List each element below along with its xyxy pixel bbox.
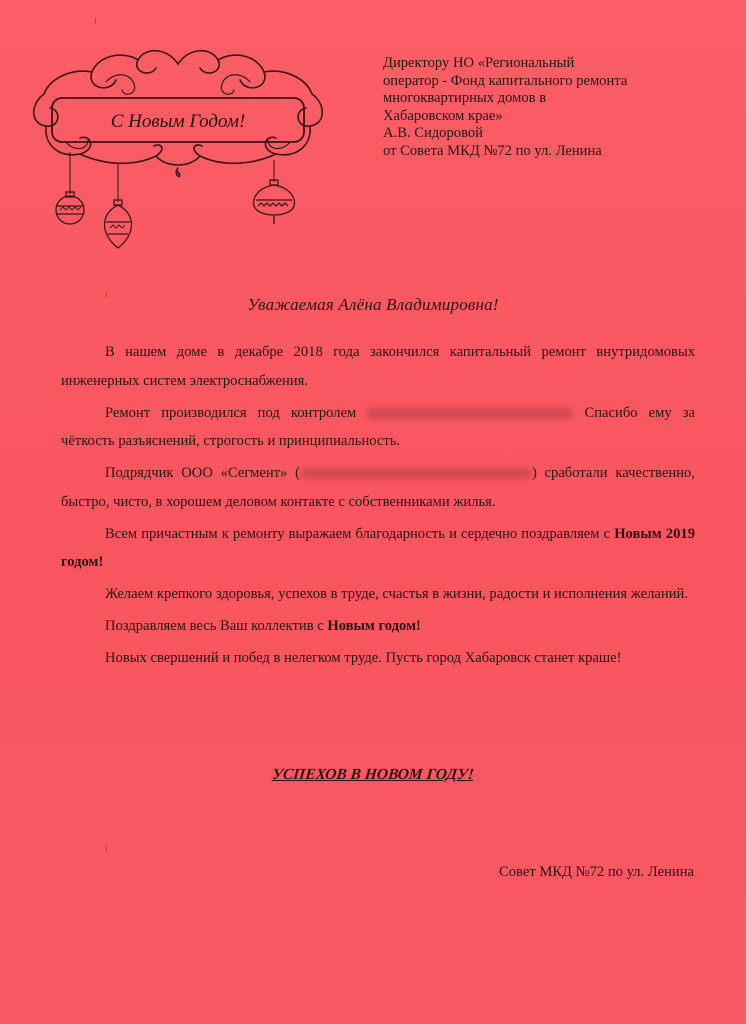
paragraph-bold: Новым 2019 годом! (61, 525, 695, 570)
address-line: от Совета МКД №72 по ул. Ленина (383, 142, 602, 159)
closing-line: УСПЕХОВ В НОВОМ ГОДУ! (271, 766, 475, 783)
paragraph (61, 520, 695, 577)
letter-body (61, 338, 695, 676)
address-line: многоквартирных домов в (383, 90, 547, 107)
paragraph-text: Подрядчик ООО «Сегмент» ( (105, 465, 300, 481)
redacted-contacts (300, 468, 532, 479)
address-line: оператор - Фонд капитального ремонта (383, 72, 628, 89)
paragraph: Желаем крепкого здоровья, успехов в труде, счастья в жизни, радости и исполнения желаний. (105, 586, 688, 602)
scan-mark (106, 292, 107, 298)
scan-mark (106, 846, 107, 852)
address-line: Директору НО «Региональный (383, 55, 575, 71)
paragraph (61, 459, 695, 516)
paragraph-text: Поздравляем весь Ваш коллектив с (105, 618, 324, 634)
redacted-name (367, 408, 573, 419)
banner-text: С Новым Годом! (110, 111, 246, 132)
new-year-ornament (26, 42, 330, 254)
signature: Совет МКД №72 по ул. Ленина (499, 864, 694, 880)
bauble-icon (105, 200, 132, 248)
bauble-icon (56, 192, 84, 224)
address-line: А.В. Сидоровой (383, 125, 483, 142)
paragraph-text: Ремонт производился под контролем (105, 404, 357, 421)
paragraph: В нашем доме в декабре 2018 года закончился капитальный ремонт внутридомовых инженерных систем электроснабжения. (61, 344, 695, 389)
paragraph: Новых свершений и побед в нелегком труде. Пусть город Хабаровск станет краше! (105, 650, 622, 666)
recipient-address (383, 55, 713, 161)
address-line: Хабаровском крае» (383, 107, 503, 124)
scan-mark (95, 18, 96, 24)
paragraph-text: ) сработали качественно, быстро, чисто, в хорошем деловом контакте с собственниками жилья. (61, 465, 695, 510)
salutation: Уважаемая Алёна Владимировна! (247, 295, 499, 314)
paragraph (61, 399, 695, 456)
bauble-icon (254, 180, 295, 224)
paragraph-text: Всем причастным к ремонту выражаем благодарность и сердечно поздравляем с (105, 525, 611, 542)
paragraph-bold: Новым годом! (327, 618, 421, 634)
paragraph-text: Спасибо ему за чёткость разъяснений, строгость и принципиальность. (61, 404, 695, 449)
paragraph (61, 612, 695, 641)
